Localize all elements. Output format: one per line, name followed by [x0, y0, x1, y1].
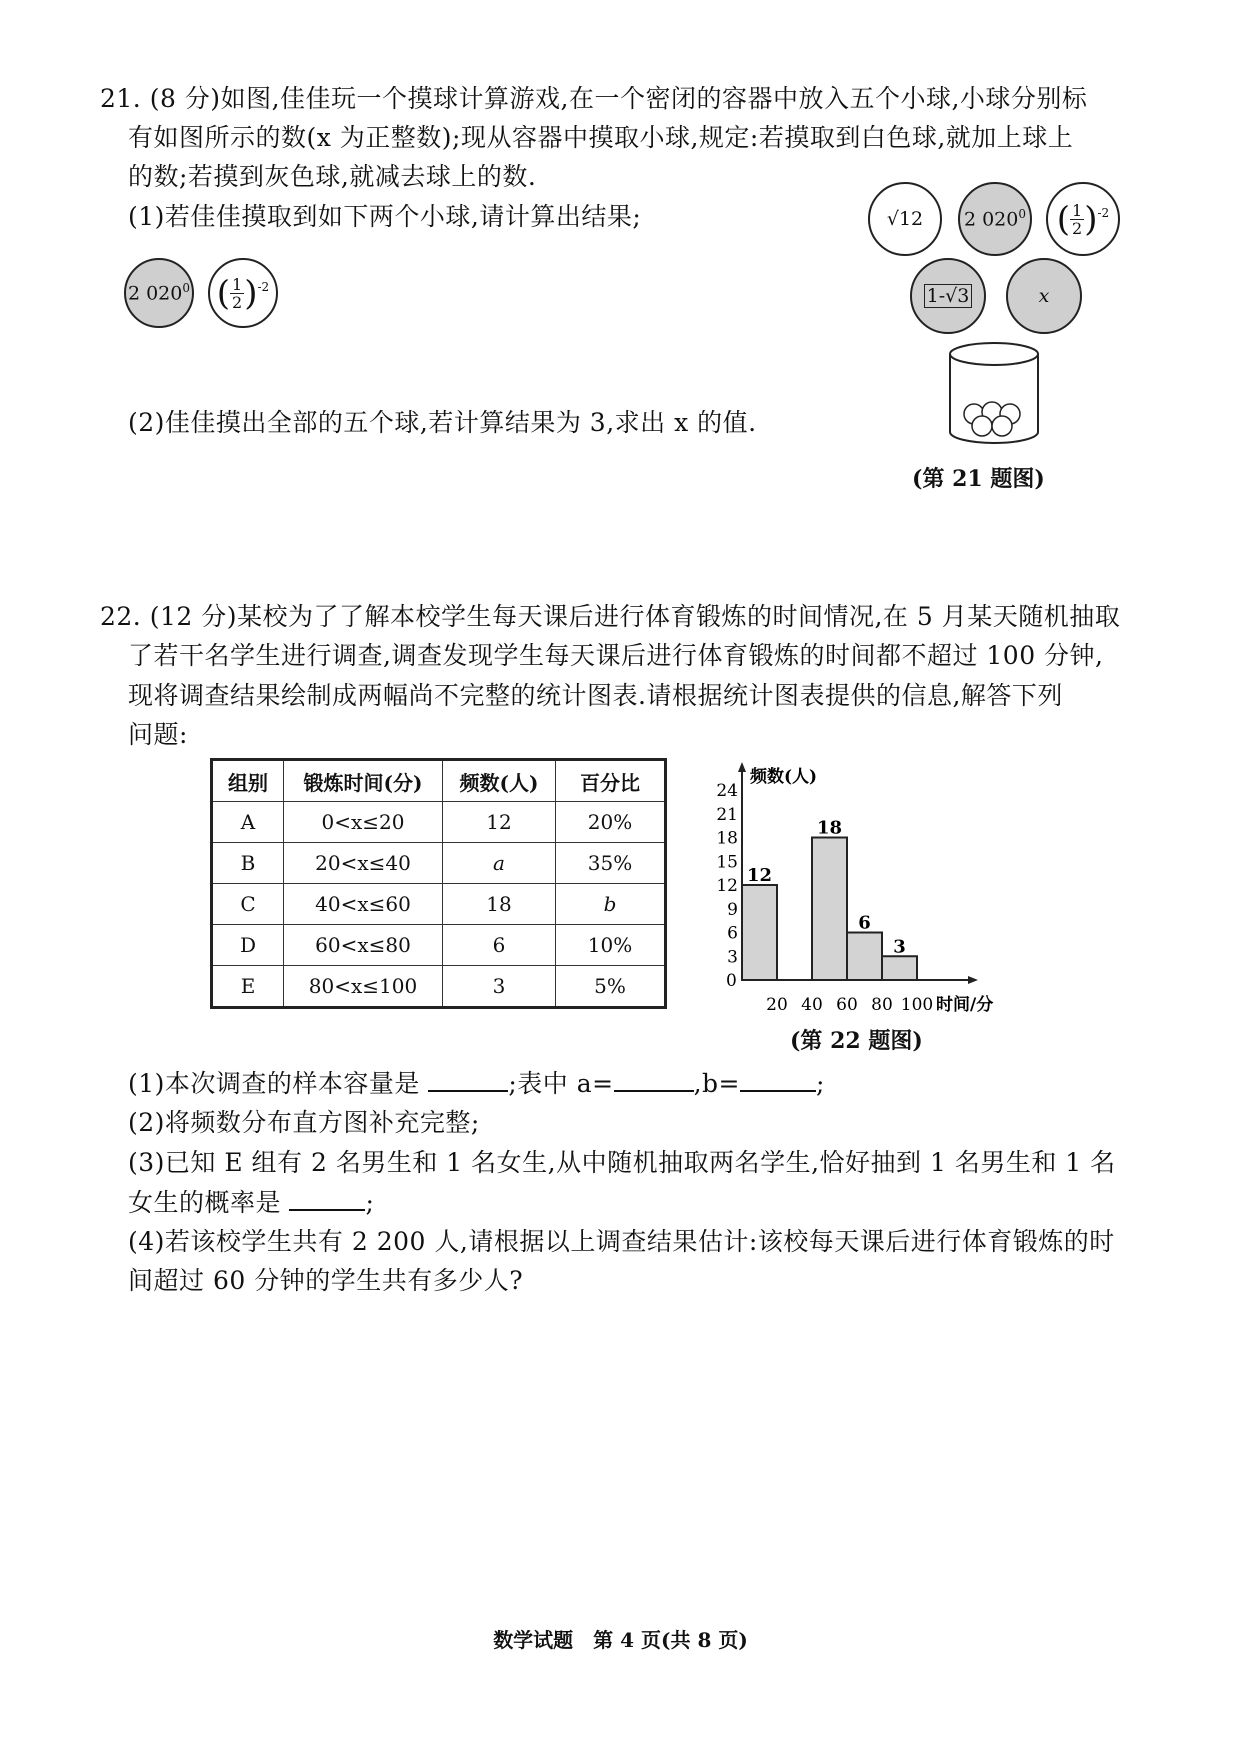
gray-ball-one-minus-sqrt3	[910, 258, 986, 334]
white-ball-sqrt12	[868, 182, 942, 256]
cup-container-drawing	[944, 340, 1044, 448]
histogram-y-arrow	[738, 762, 746, 772]
histogram-bar	[742, 885, 777, 980]
table-cell: 20%	[556, 802, 666, 843]
table-cell: 60<x≤80	[284, 925, 443, 966]
table-cell: C	[212, 884, 284, 925]
q21-part-1: (1)若佳佳摸取到如下两个小球,请计算出结果;	[128, 202, 642, 231]
table-row	[212, 802, 666, 843]
q22-sub-4-line-1: (4)若该校学生共有 2 200 人,请根据以上调查结果估计:该校每天课后进行体育锻炼的时	[128, 1227, 1115, 1256]
q21-line-1: 21. (8 分)如图,佳佳玩一个摸球计算游戏,在一个密闭的容器中放入五个小球,小球分别标	[100, 84, 1088, 113]
q22-line-1: 22. (12 分)某校为了了解本校学生每天课后进行体育锻炼的时间情况,在 5 月某天随机抽取	[100, 602, 1121, 631]
ball-2020-base: 2 020	[127, 282, 183, 305]
fig-half-den: 2	[1072, 218, 1083, 238]
table-cell: E	[212, 966, 284, 1008]
histogram-y-tick: 6	[727, 923, 738, 944]
q21-part-2: (2)佳佳摸出全部的五个球,若计算结果为 3,求出 x 的值.	[128, 408, 757, 437]
table-cell: 40<x≤60	[284, 884, 443, 925]
white-ball-half: ( $\frac{1}{2}$ )$^{-2}$	[208, 258, 278, 328]
fig-half-exp: -2	[1097, 205, 1110, 220]
sub3-text: 女生的概率是	[128, 1188, 290, 1217]
ball-sqrt12-text: √12	[886, 208, 924, 230]
histogram-y-tick: 21	[716, 804, 738, 825]
cup-ball-5	[992, 416, 1012, 436]
table-cell: 12	[443, 802, 556, 843]
sub1-text-a: (1)本次调查的样本容量是	[128, 1069, 429, 1098]
figure-22-caption: (第 22 题图)	[790, 1028, 923, 1054]
q22-sub-4-line-2: 间超过 60 分钟的学生共有多少人?	[128, 1266, 524, 1295]
frequency-table	[210, 758, 667, 1009]
table-cell: 35%	[556, 843, 666, 884]
q22-sub-2: (2)将频数分布直方图补充完整;	[128, 1108, 480, 1137]
histogram-bar-label: 3	[893, 936, 906, 958]
table-header-row	[212, 760, 666, 802]
gray-ball-x	[1006, 258, 1082, 334]
histogram-y-tick: 9	[727, 899, 738, 920]
table-row	[212, 843, 666, 884]
histogram-x-tick: 20	[766, 995, 788, 1015]
histogram-bar	[847, 933, 882, 981]
q22-line-3: 现将调查结果绘制成两幅尚不完整的统计图表.请根据统计图表提供的信息,解答下列	[128, 681, 1063, 710]
table-row	[212, 884, 666, 925]
table-cell: 3	[443, 966, 556, 1008]
half-den: 2	[232, 292, 243, 312]
table-cell: B	[212, 843, 284, 884]
table-header: 频数(人)	[443, 760, 556, 802]
gray-ball-2020-fig	[958, 182, 1032, 256]
histogram-y-label: 频数(人)	[750, 767, 818, 787]
white-ball-half-fig: ( $\frac{1}{2}$ )$^{-2}$	[1046, 182, 1120, 256]
histogram-x-arrow	[968, 976, 978, 984]
table-cell: 0<x≤20	[284, 802, 443, 843]
q22-sub-3-line-1: (3)已知 E 组有 2 名男生和 1 名女生,从中随机抽取两名学生,恰好抽到 1 名男生和 1 名	[128, 1148, 1116, 1177]
histogram-y-tick: 24	[716, 781, 738, 801]
fig-ball-2020-base: 2 020	[963, 208, 1019, 231]
q22-line-4: 问题:	[128, 720, 188, 749]
histogram-x-tick: 60	[836, 995, 858, 1015]
ball-x-text: x	[1038, 285, 1050, 307]
table-cell: 20<x≤40	[284, 843, 443, 884]
a-value-blank[interactable]	[614, 1066, 694, 1092]
histogram-x-tick: 80	[871, 995, 893, 1015]
histogram-origin-label: 0	[726, 971, 737, 991]
table-cell: b	[556, 884, 666, 925]
histogram-bar	[882, 956, 917, 980]
table-cell: 10%	[556, 925, 666, 966]
histogram-y-tick: 3	[727, 947, 738, 968]
histogram-y-tick: 15	[716, 852, 738, 873]
figure-21-caption: (第 21 题图)	[912, 466, 1045, 492]
histogram-bar-label: 6	[858, 912, 871, 934]
cup-ball-4	[972, 416, 992, 436]
table-cell: 5%	[556, 966, 666, 1008]
page-footer: 数学试题 第 4 页(共 8 页)	[493, 1628, 748, 1652]
ball-2020-exp: 0	[182, 281, 191, 296]
table-cell: 18	[443, 884, 556, 925]
cup-rim	[950, 343, 1038, 365]
table-cell: a	[443, 843, 556, 884]
sqrt3-root: √3	[945, 285, 970, 307]
q21-line-3: 的数;若摸到灰色球,就减去球上的数.	[128, 162, 537, 191]
cup-bottom	[950, 432, 1038, 443]
q22-sub-1	[128, 1066, 825, 1101]
half-exp: -2	[257, 279, 270, 294]
table-header: 组别	[212, 760, 284, 802]
table-cell: 6	[443, 925, 556, 966]
histogram-bar-label: 18	[816, 817, 843, 839]
fig-half-num: 1	[1072, 200, 1083, 220]
histogram-x-tick: 40	[801, 995, 823, 1015]
histogram-bar	[812, 838, 847, 981]
b-value-blank[interactable]	[740, 1066, 816, 1092]
histogram-y-tick: 18	[716, 828, 738, 849]
sub1-text-c: ,b=	[693, 1069, 741, 1098]
q21-line-2: 有如图所示的数(x 为正整数);现从容器中摸取小球,规定:若摸取到白色球,就加上球上	[128, 123, 1074, 152]
probability-blank[interactable]	[289, 1185, 365, 1211]
gray-ball-2020	[124, 258, 194, 328]
table-header: 百分比	[556, 760, 666, 802]
histogram-bar-label: 12	[746, 865, 773, 886]
histogram-x-label: 时间/分	[936, 995, 994, 1015]
sub1-text-d: ;	[816, 1069, 825, 1098]
table-cell: 80<x≤100	[284, 966, 443, 1008]
table-cell: D	[212, 925, 284, 966]
fig-ball-2020-exp: 0	[1018, 207, 1027, 222]
table-header: 锻炼时间(分)	[284, 760, 443, 802]
histogram-x-tick: 100	[900, 995, 934, 1015]
sub3-end: ;	[365, 1188, 375, 1217]
histogram-y-tick: 12	[716, 876, 738, 896]
table-row	[212, 925, 666, 966]
sample-size-blank[interactable]	[428, 1066, 508, 1092]
q22-line-2: 了若干名学生进行调查,调查发现学生每天课后进行体育锻炼的时间都不超过 100 分钟,	[128, 641, 1104, 670]
one-minus-prefix: 1-	[926, 285, 946, 307]
q22-sub-3-line-2	[128, 1185, 374, 1220]
frequency-histogram	[700, 760, 1010, 1022]
table-cell: A	[212, 802, 284, 843]
sub1-text-b: ;表中 a=	[508, 1069, 614, 1098]
table-row	[212, 966, 666, 1008]
half-num: 1	[232, 274, 243, 294]
